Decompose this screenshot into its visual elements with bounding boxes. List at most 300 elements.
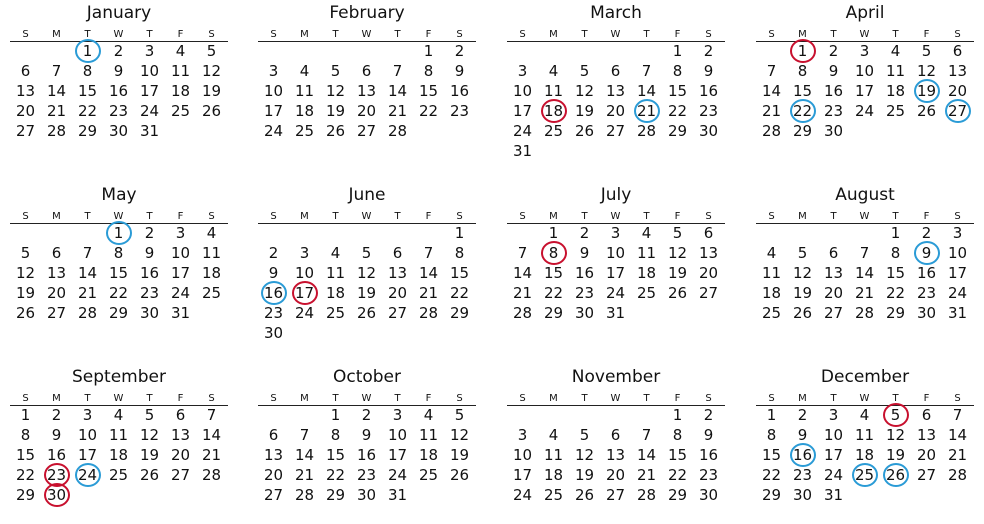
weekday-label: S (22, 29, 29, 40)
day-cell: 9 (113, 62, 124, 80)
weekday-label: T (892, 29, 899, 40)
weekday-label: S (768, 29, 775, 40)
weekday-label: M (798, 393, 807, 404)
weekday-label: M (52, 211, 61, 222)
day-cell: 22 (667, 102, 688, 120)
day-cell: 15 (543, 264, 564, 282)
day-cell: 20 (387, 284, 408, 302)
month-title: April (845, 3, 885, 23)
day-cell: 4 (299, 62, 310, 80)
day-cell: 28 (947, 466, 968, 484)
day-cell: 25 (636, 284, 657, 302)
day-cell: 24 (823, 466, 844, 484)
day-cell: 11 (854, 426, 875, 444)
month-title: August (835, 185, 895, 205)
weekday-label: T (332, 29, 339, 40)
weekday-label: T (581, 29, 588, 40)
day-cell: 19 (201, 82, 222, 100)
day-cell: 28 (46, 122, 67, 140)
day-cell: 7 (766, 62, 777, 80)
day-cell: 13 (46, 264, 67, 282)
day-cell: 19 (574, 102, 595, 120)
day-cell: 24 (512, 486, 533, 504)
month-march (507, 0, 725, 160)
day-cell: 6 (361, 62, 372, 80)
day-cell: 14 (854, 264, 875, 282)
weekday-label: T (830, 211, 837, 222)
day-cell: 19 (792, 284, 813, 302)
day-cell: 9 (703, 62, 714, 80)
weekday-label: F (425, 29, 432, 40)
day-cell: 5 (206, 42, 217, 60)
day-cell: 18 (885, 82, 906, 100)
day-cell: 22 (77, 102, 98, 120)
day-cell: 16 (449, 82, 470, 100)
day-cell: 26 (916, 102, 937, 120)
day-cell: 21 (636, 102, 657, 120)
day-cell: 27 (916, 466, 937, 484)
day-cell: 22 (667, 466, 688, 484)
day-cell: 14 (947, 426, 968, 444)
day-cell: 26 (201, 102, 222, 120)
day-cell: 31 (139, 122, 160, 140)
day-cell: 23 (698, 466, 719, 484)
day-cell: 19 (574, 466, 595, 484)
day-cell: 2 (454, 42, 465, 60)
day-cell: 24 (170, 284, 191, 302)
day-cell: 11 (885, 62, 906, 80)
day-cell: 3 (82, 406, 93, 424)
weekday-label: S (519, 393, 526, 404)
day-cell: 24 (947, 284, 968, 302)
day-cell: 28 (854, 304, 875, 322)
weekday-label: T (146, 211, 153, 222)
day-cell: 1 (82, 42, 93, 60)
weekday-label: M (549, 393, 558, 404)
day-cell: 27 (947, 102, 968, 120)
day-cell: 17 (170, 264, 191, 282)
weekday-label: M (52, 393, 61, 404)
day-cell: 20 (356, 102, 377, 120)
day-cell: 19 (139, 446, 160, 464)
day-cell: 4 (206, 224, 217, 242)
day-cell: 6 (392, 244, 403, 262)
day-cell: 14 (201, 426, 222, 444)
weekday-label: T (84, 211, 91, 222)
day-cell: 24 (77, 466, 98, 484)
day-cell: 24 (294, 304, 315, 322)
day-cell: 7 (641, 62, 652, 80)
day-cell: 11 (418, 426, 439, 444)
day-cell: 15 (418, 82, 439, 100)
day-cell: 18 (761, 284, 782, 302)
day-cell: 1 (890, 224, 901, 242)
weekday-label: W (113, 393, 124, 404)
day-cell: 21 (77, 284, 98, 302)
day-cell: 7 (392, 62, 403, 80)
day-cell: 29 (885, 304, 906, 322)
day-cell: 22 (792, 102, 813, 120)
day-cell: 22 (761, 466, 782, 484)
month-january (10, 0, 228, 160)
weekday-label: W (113, 29, 124, 40)
weekday-label: T (394, 393, 401, 404)
day-cell: 27 (387, 304, 408, 322)
day-cell: 28 (387, 122, 408, 140)
month-october (258, 364, 476, 524)
weekday-label: F (674, 211, 681, 222)
day-cell: 30 (356, 486, 377, 504)
day-cell: 23 (916, 284, 937, 302)
day-cell: 1 (672, 42, 683, 60)
day-cell: 10 (139, 62, 160, 80)
month-april (756, 0, 974, 160)
day-cell: 13 (947, 62, 968, 80)
day-cell: 6 (610, 62, 621, 80)
weekday-label: F (674, 393, 681, 404)
weekday-label: T (643, 393, 650, 404)
month-title: July (600, 185, 632, 205)
weekday-label: S (456, 211, 463, 222)
day-cell: 13 (387, 264, 408, 282)
day-cell: 29 (667, 486, 688, 504)
month-title: December (820, 367, 910, 387)
month-title: January (86, 3, 152, 23)
day-cell: 13 (356, 82, 377, 100)
day-cell: 21 (854, 284, 875, 302)
day-cell: 18 (325, 284, 346, 302)
day-cell: 15 (761, 446, 782, 464)
day-cell: 30 (916, 304, 937, 322)
day-cell: 13 (605, 446, 626, 464)
weekday-label: S (208, 211, 215, 222)
day-cell: 9 (144, 244, 155, 262)
day-cell: 20 (823, 284, 844, 302)
weekday-label: W (859, 211, 870, 222)
day-cell: 5 (144, 406, 155, 424)
day-cell: 15 (77, 82, 98, 100)
day-cell: 5 (330, 62, 341, 80)
day-cell: 12 (139, 426, 160, 444)
day-cell: 21 (294, 466, 315, 484)
day-cell: 3 (952, 224, 963, 242)
day-cell: 3 (517, 62, 528, 80)
day-cell: 14 (636, 82, 657, 100)
day-cell: 4 (766, 244, 777, 262)
weekday-label: S (705, 29, 712, 40)
weekday-label: F (923, 29, 930, 40)
weekday-label: S (954, 393, 961, 404)
day-cell: 20 (916, 446, 937, 464)
weekday-label: M (52, 29, 61, 40)
weekday-label: W (859, 29, 870, 40)
weekday-label: F (674, 29, 681, 40)
month-title: October (332, 367, 402, 387)
day-cell: 10 (77, 426, 98, 444)
weekday-label: S (22, 211, 29, 222)
day-cell: 10 (854, 62, 875, 80)
day-cell: 17 (139, 82, 160, 100)
day-cell: 25 (543, 122, 564, 140)
day-cell: 27 (356, 122, 377, 140)
weekday-label: T (84, 393, 91, 404)
day-cell: 9 (454, 62, 465, 80)
day-cell: 30 (823, 122, 844, 140)
day-cell: 14 (294, 446, 315, 464)
day-cell: 7 (952, 406, 963, 424)
day-cell: 5 (672, 224, 683, 242)
day-cell: 12 (667, 244, 688, 262)
weekday-label: S (270, 29, 277, 40)
day-cell: 17 (263, 102, 284, 120)
day-cell: 26 (139, 466, 160, 484)
weekday-label: S (456, 393, 463, 404)
day-cell: 5 (921, 42, 932, 60)
day-cell: 30 (139, 304, 160, 322)
weekday-label: T (892, 211, 899, 222)
weekday-label: S (705, 211, 712, 222)
day-cell: 28 (201, 466, 222, 484)
day-cell: 29 (792, 122, 813, 140)
day-cell: 12 (449, 426, 470, 444)
day-cell: 9 (828, 62, 839, 80)
day-cell: 8 (20, 426, 31, 444)
day-cell: 3 (175, 224, 186, 242)
day-cell: 5 (890, 406, 901, 424)
day-cell: 9 (703, 426, 714, 444)
weekday-label: T (146, 393, 153, 404)
day-cell: 27 (263, 486, 284, 504)
day-cell: 4 (548, 62, 559, 80)
weekday-label: W (610, 29, 621, 40)
day-cell: 7 (206, 406, 217, 424)
day-cell: 25 (418, 466, 439, 484)
weekday-label: T (394, 211, 401, 222)
day-cell: 29 (761, 486, 782, 504)
day-cell: 7 (51, 62, 62, 80)
day-cell: 7 (641, 426, 652, 444)
day-cell: 24 (512, 122, 533, 140)
day-cell: 24 (605, 284, 626, 302)
day-cell: 26 (574, 122, 595, 140)
day-cell: 30 (698, 122, 719, 140)
weekday-label: S (270, 393, 277, 404)
day-cell: 6 (921, 406, 932, 424)
weekday-label: T (146, 29, 153, 40)
day-cell: 1 (766, 406, 777, 424)
day-cell: 26 (325, 122, 346, 140)
day-cell: 2 (361, 406, 372, 424)
day-cell: 6 (175, 406, 186, 424)
day-cell: 10 (294, 264, 315, 282)
day-cell: 1 (423, 42, 434, 60)
month-july (507, 182, 725, 342)
day-cell: 16 (792, 446, 813, 464)
day-cell: 3 (299, 244, 310, 262)
day-cell: 26 (885, 466, 906, 484)
day-cell: 15 (885, 264, 906, 282)
day-cell: 17 (854, 82, 875, 100)
day-cell: 26 (15, 304, 36, 322)
day-cell: 9 (361, 426, 372, 444)
day-cell: 25 (294, 122, 315, 140)
day-cell: 18 (108, 446, 129, 464)
day-cell: 21 (387, 102, 408, 120)
day-cell: 5 (20, 244, 31, 262)
day-cell: 5 (797, 244, 808, 262)
day-cell: 22 (418, 102, 439, 120)
day-cell: 19 (15, 284, 36, 302)
weekday-label: W (113, 211, 124, 222)
day-cell: 27 (605, 122, 626, 140)
day-cell: 10 (512, 446, 533, 464)
day-cell: 17 (77, 446, 98, 464)
weekday-label: M (798, 29, 807, 40)
day-cell: 25 (201, 284, 222, 302)
day-cell: 10 (512, 82, 533, 100)
day-cell: 2 (268, 244, 279, 262)
day-cell: 18 (201, 264, 222, 282)
day-cell: 27 (170, 466, 191, 484)
day-cell: 15 (792, 82, 813, 100)
day-cell: 22 (108, 284, 129, 302)
day-cell: 10 (170, 244, 191, 262)
day-cell: 23 (792, 466, 813, 484)
day-cell: 9 (579, 244, 590, 262)
day-cell: 7 (859, 244, 870, 262)
day-cell: 30 (698, 486, 719, 504)
day-cell: 14 (418, 264, 439, 282)
day-cell: 18 (543, 466, 564, 484)
day-cell: 4 (423, 406, 434, 424)
day-cell: 8 (672, 426, 683, 444)
weekday-label: F (177, 29, 184, 40)
weekday-label: W (859, 393, 870, 404)
day-cell: 12 (356, 264, 377, 282)
day-cell: 8 (82, 62, 93, 80)
day-cell: 31 (387, 486, 408, 504)
day-cell: 4 (113, 406, 124, 424)
day-cell: 23 (46, 466, 67, 484)
day-cell: 17 (823, 446, 844, 464)
day-cell: 17 (947, 264, 968, 282)
day-cell: 2 (144, 224, 155, 242)
day-cell: 23 (574, 284, 595, 302)
day-cell: 28 (636, 486, 657, 504)
day-cell: 10 (947, 244, 968, 262)
day-cell: 25 (108, 466, 129, 484)
weekday-label: M (549, 29, 558, 40)
day-cell: 8 (330, 426, 341, 444)
weekday-label: W (361, 211, 372, 222)
day-cell: 12 (916, 62, 937, 80)
day-cell: 18 (170, 82, 191, 100)
day-cell: 14 (636, 446, 657, 464)
day-cell: 8 (113, 244, 124, 262)
day-cell: 16 (139, 264, 160, 282)
day-cell: 29 (449, 304, 470, 322)
day-cell: 8 (766, 426, 777, 444)
day-cell: 20 (947, 82, 968, 100)
weekday-label: S (208, 29, 215, 40)
day-cell: 16 (108, 82, 129, 100)
day-cell: 28 (636, 122, 657, 140)
day-cell: 29 (77, 122, 98, 140)
day-cell: 14 (761, 82, 782, 100)
day-cell: 27 (823, 304, 844, 322)
month-december (756, 364, 974, 524)
day-cell: 25 (761, 304, 782, 322)
day-cell: 23 (263, 304, 284, 322)
day-cell: 7 (299, 426, 310, 444)
day-cell: 24 (854, 102, 875, 120)
day-cell: 27 (605, 486, 626, 504)
day-cell: 21 (418, 284, 439, 302)
weekday-label: T (643, 29, 650, 40)
day-cell: 8 (423, 62, 434, 80)
day-cell: 11 (170, 62, 191, 80)
day-cell: 24 (139, 102, 160, 120)
weekday-label: S (208, 393, 215, 404)
day-cell: 6 (703, 224, 714, 242)
day-cell: 16 (916, 264, 937, 282)
day-cell: 6 (268, 426, 279, 444)
weekday-label: W (361, 393, 372, 404)
day-cell: 11 (543, 82, 564, 100)
day-cell: 30 (263, 324, 284, 342)
weekday-label: F (923, 211, 930, 222)
day-cell: 21 (46, 102, 67, 120)
day-cell: 31 (170, 304, 191, 322)
day-cell: 20 (698, 264, 719, 282)
day-cell: 31 (605, 304, 626, 322)
weekday-label: F (923, 393, 930, 404)
day-cell: 16 (356, 446, 377, 464)
month-title: September (72, 367, 166, 387)
day-cell: 7 (82, 244, 93, 262)
day-cell: 16 (698, 446, 719, 464)
month-september (10, 364, 228, 524)
weekday-label: S (270, 211, 277, 222)
day-cell: 19 (885, 446, 906, 464)
weekday-label: T (892, 393, 899, 404)
day-cell: 3 (828, 406, 839, 424)
day-cell: 16 (46, 446, 67, 464)
day-cell: 15 (667, 82, 688, 100)
day-cell: 28 (761, 122, 782, 140)
day-cell: 26 (667, 284, 688, 302)
day-cell: 5 (454, 406, 465, 424)
day-cell: 20 (605, 466, 626, 484)
day-cell: 12 (201, 62, 222, 80)
day-cell: 9 (51, 426, 62, 444)
day-cell: 6 (952, 42, 963, 60)
day-cell: 17 (605, 264, 626, 282)
day-cell: 19 (449, 446, 470, 464)
month-title: May (101, 185, 137, 205)
month-august (756, 182, 974, 342)
day-cell: 26 (449, 466, 470, 484)
day-cell: 4 (548, 426, 559, 444)
day-cell: 20 (46, 284, 67, 302)
day-cell: 10 (823, 426, 844, 444)
day-cell: 15 (15, 446, 36, 464)
day-cell: 8 (454, 244, 465, 262)
day-cell: 2 (703, 406, 714, 424)
day-cell: 29 (15, 486, 36, 504)
weekday-label: S (519, 29, 526, 40)
day-cell: 3 (268, 62, 279, 80)
